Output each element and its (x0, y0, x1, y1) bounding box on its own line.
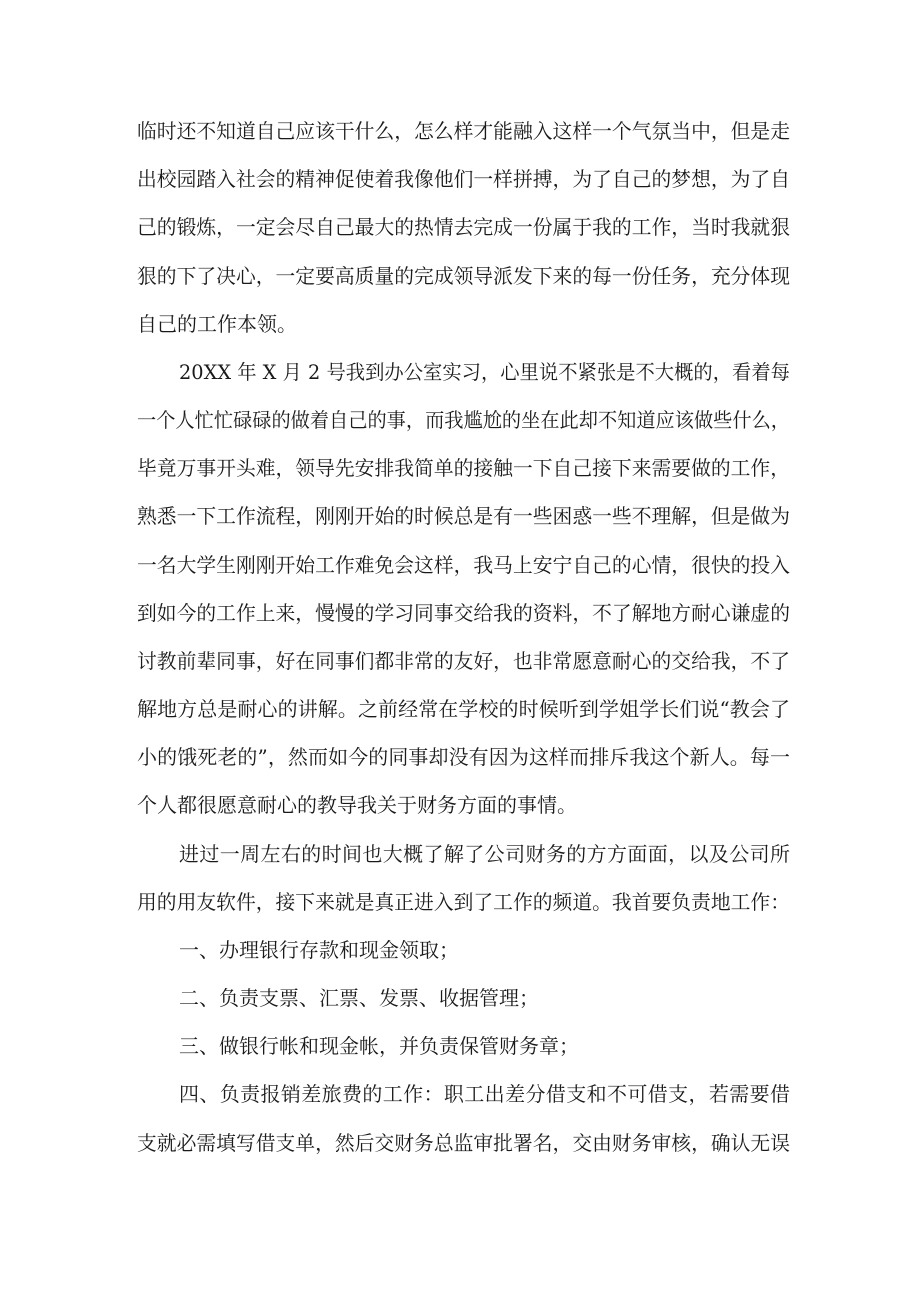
text-line: 临时还不知道自己应该干什么，怎么样才能融入这样一个气氛当中，但是走 (137, 119, 791, 143)
paragraph-line (0, 300, 920, 348)
paragraph-line (0, 685, 920, 733)
text-line: 个人都很愿意耐心的教导我关于财务方面的事情。 (137, 793, 577, 817)
text-line: 出校园踏入社会的精神促使着我像他们一样拼搏，为了自己的梦想，为了自 (137, 167, 791, 191)
text-line: 小的饿死老的”，然而如今的同事却没有因为这样而排斥我这个新人。每一 (137, 745, 791, 769)
list-item-text: 三、做银行帐和现金帐，并负责保管财务章； (179, 1034, 579, 1058)
text-line: 20XX 年 X 月 2 号我到办公室实习，心里说不紧张是不大概的，看着每 (179, 360, 790, 384)
paragraph-line (0, 155, 920, 203)
list-item (0, 1070, 920, 1118)
text-line: 一个人忙忙碌碌的做着自己的事，而我尴尬的坐在此却不知道应该做些什么， (137, 408, 791, 432)
paragraph-line (0, 830, 920, 878)
paragraph-line (0, 348, 920, 396)
list-item-text: 二、负责支票、汇票、发票、收据管理； (179, 986, 539, 1010)
paragraph-line (0, 781, 920, 829)
text-line: 支就必需填写借支单，然后交财务总监审批署名，交由财务审核，确认无误 (137, 1131, 791, 1155)
list-item (0, 974, 920, 1022)
list-item-text: 四、负责报销差旅费的工作：职工出差分借支和不可借支，若需要借 (179, 1082, 791, 1106)
paragraph-line (0, 203, 920, 251)
paragraph-line (0, 637, 920, 685)
list-item (0, 926, 920, 974)
text-line: 解地方总是耐心的讲解。之前经常在学校的时候听到学姐学长们说“教会了 (137, 697, 791, 721)
text-line: 用的用友软件，接下来就是真正进入到了工作的频道。我首要负责地工作： (137, 890, 791, 914)
paragraph-line (0, 1119, 920, 1167)
text-line: 熟悉一下工作流程，刚刚开始的时候总是有一些困惑一些不理解，但是做为 (137, 504, 791, 528)
list-item (0, 1022, 920, 1070)
text-line: 自己的工作本领。 (137, 312, 297, 336)
paragraph-line (0, 492, 920, 540)
text-line: 毕竟万事开头难，领导先安排我简单的接触一下自己接下来需要做的工作， (137, 456, 791, 480)
paragraph-line (0, 444, 920, 492)
paragraph-line (0, 878, 920, 926)
text-line: 到如今的工作上来，慢慢的学习同事交给我的资料，不了解地方耐心谦虚的 (137, 601, 791, 625)
text-line: 一名大学生刚刚开始工作难免会这样，我马上安宁自己的心情，很快的投入 (137, 553, 791, 577)
text-line: 己的锻炼，一定会尽自己最大的热情去完成一份属于我的工作，当时我就狠 (137, 215, 791, 239)
text-line: 进过一周左右的时间也大概了解了公司财务的方方面面，以及公司所 (179, 842, 791, 866)
paragraph-line (0, 396, 920, 444)
paragraph-line (0, 252, 920, 300)
text-line: 讨教前辈同事，好在同事们都非常的友好，也非常愿意耐心的交给我，不了 (137, 649, 791, 673)
paragraph-line (0, 107, 920, 155)
paragraph-line (0, 733, 920, 781)
list-item-text: 一、办理银行存款和现金领取； (179, 938, 459, 962)
paragraph-line (0, 541, 920, 589)
text-line: 狠的下了决心，一定要高质量的完成领导派发下来的每一份任务，充分体现 (137, 264, 791, 288)
paragraph-line (0, 589, 920, 637)
